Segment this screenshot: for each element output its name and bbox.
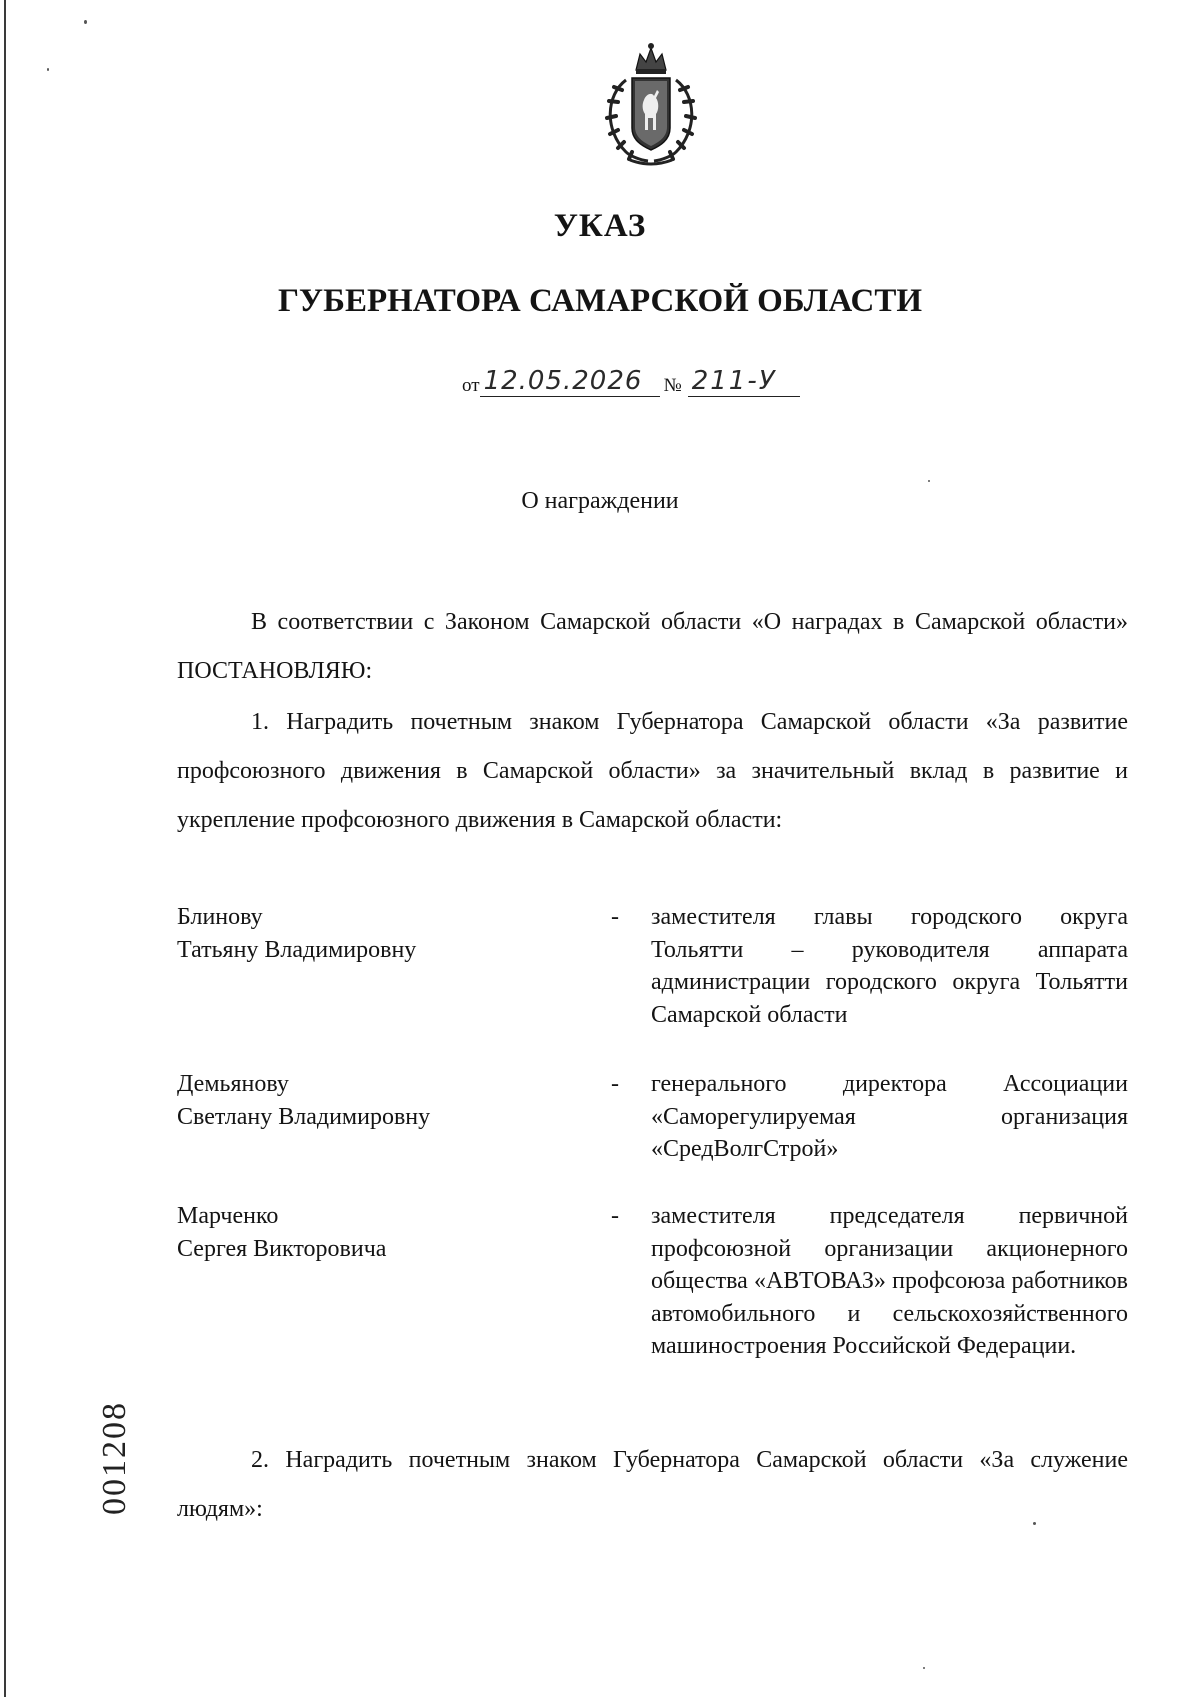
awardee-surname: Демьянову [177,1071,289,1097]
number-label: № [663,375,682,396]
document-title: УКАЗ [553,208,647,244]
document-issuer: ГУБЕРНАТОРА САМАРСКОЙ ОБЛАСТИ [277,283,923,319]
scan-edge-line [4,0,6,1697]
scan-speck [1033,1522,1036,1525]
serial-number: 001208 [96,1401,133,1515]
scan-speck [84,20,87,24]
awardee-position: заместителя председателя первичной профсоюзной организации акционерного общества «АВТОВАЗ» профсоюза работников автомобильного и сельскохозяйственного машиностроения Российской Федерации. [651,1203,1128,1359]
awardee-position: генерального директора Ассоциации «Саморегулируемая организация «СредВолгСтрой» [651,1071,1128,1162]
point-2-paragraph: 2. Наградить почетным знаком Губернатора Самарской области «За служение людям»: [177,1447,1128,1522]
point-1-paragraph: 1. Наградить почетным знаком Губернатора Самарской области «За развитие профсоюзного движения в Самарской области» за значительный вклад в развитие и укрепление профсоюзного движения в Самарской области: [177,709,1128,833]
awardee-name [177,1068,577,1133]
preamble-paragraph: В соответствии с Законом Самарской области «О наградах в Самарской области» ПОСТАНОВЛЯЮ: [177,609,1128,684]
awardee-given-names: Сергея Викторовича [177,1235,387,1262]
awardee-dash: - [611,1203,619,1229]
awardee-surname: Марченко [177,1203,279,1229]
document-subject: О награждении [521,488,679,514]
date-label: от [462,375,480,396]
date-number-line [462,368,800,397]
awardee-name [177,901,577,966]
awardee-surname: Блинову [177,904,263,930]
scan-speck [47,68,49,71]
awardee-dash: - [611,904,619,930]
awardee-dash: - [611,1071,619,1097]
samara-coat-of-arms-icon [596,40,706,170]
awardee-given-names: Светлану Владимировну [177,1103,431,1130]
awardee-given-names: Татьяну Владимировну [177,936,417,963]
scan-speck [928,480,930,482]
handwritten-date: 12.05.2026 [480,368,660,397]
awardee-name [177,1200,577,1265]
scan-speck [923,1667,925,1669]
awardee-position: заместителя главы городского округа Тольятти – руководителя аппарата администрации городского округа Тольятти Самарской области [651,904,1128,1028]
handwritten-number: 211-У [688,368,800,397]
